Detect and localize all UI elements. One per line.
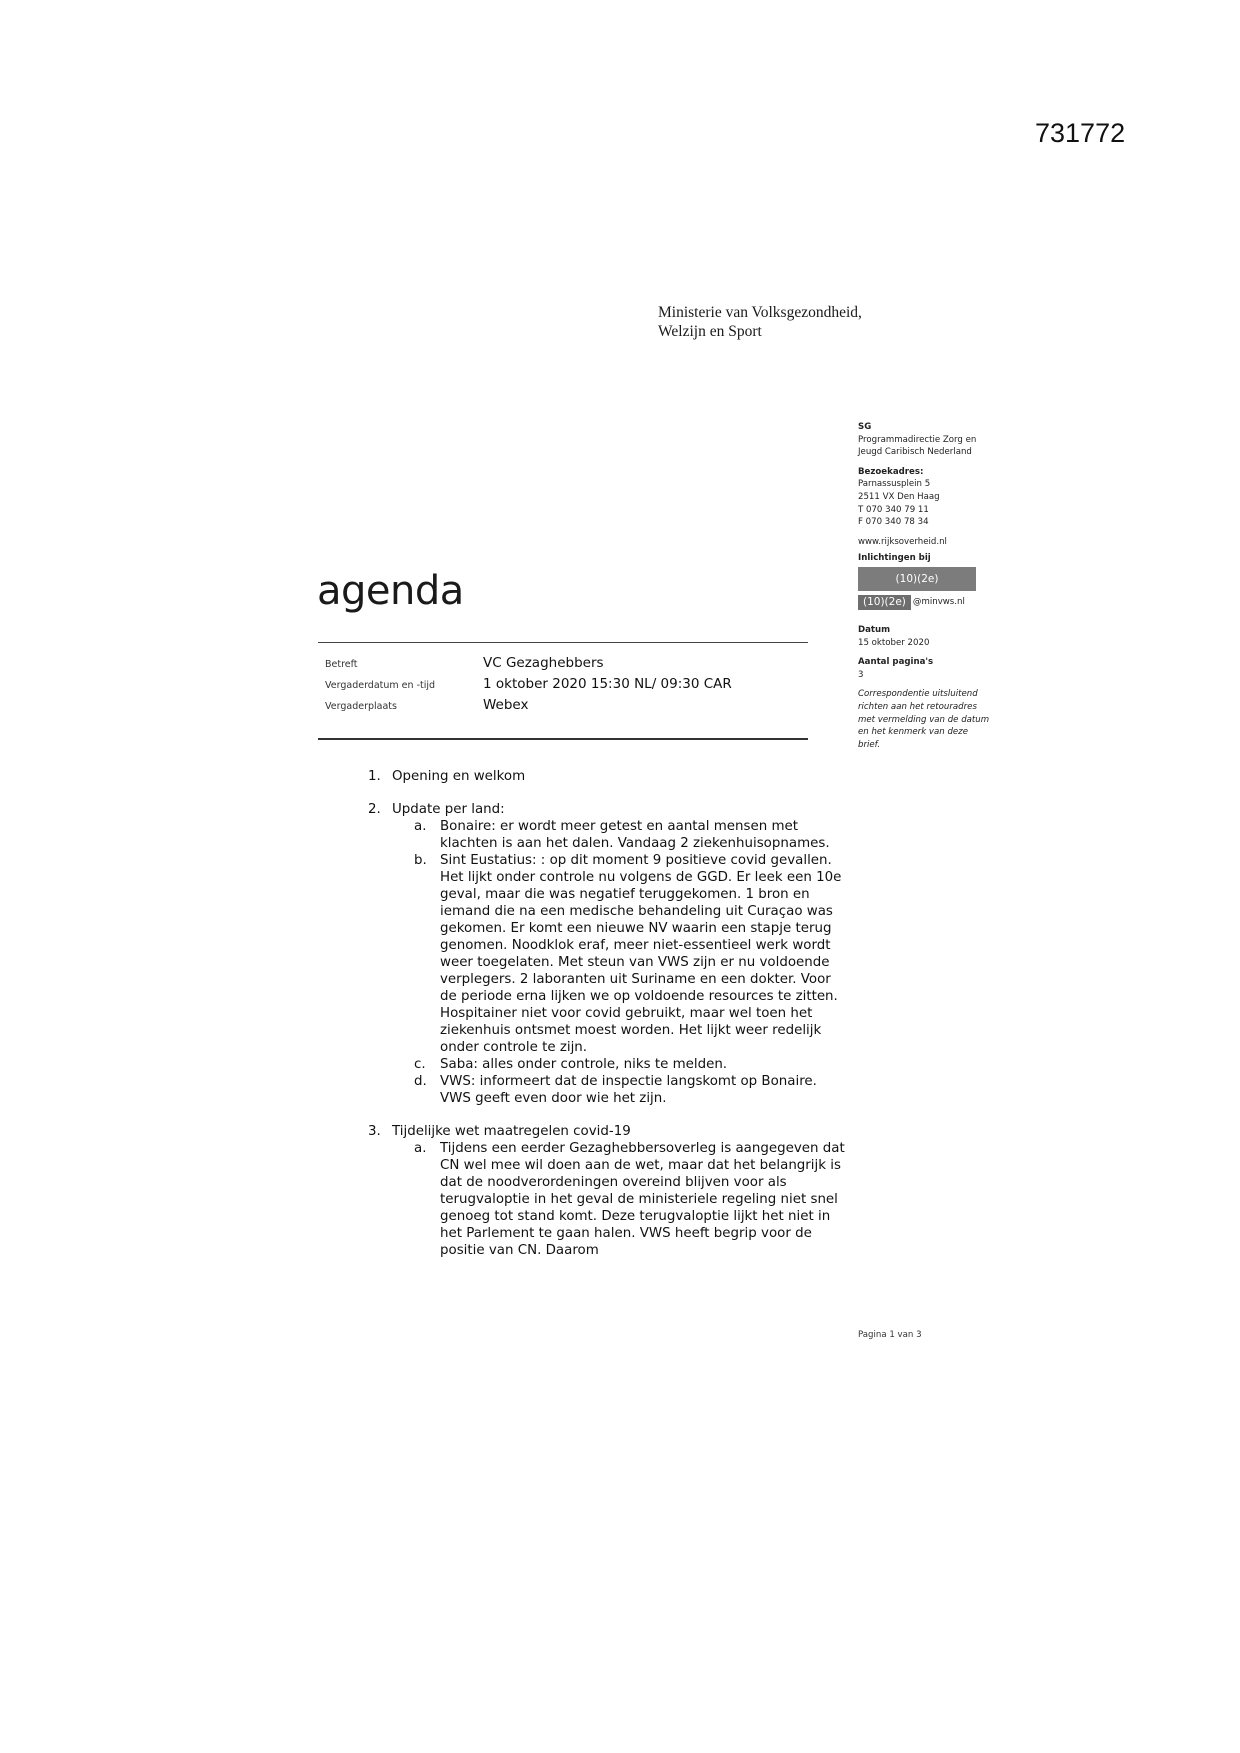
visit-city: 2511 VX Den Haag [858,491,940,502]
sub-letter: a. [414,1141,427,1156]
note-line: met vermelding van de datum [858,714,990,725]
note-line: en het kenmerk van deze [858,727,968,738]
page-number: Pagina 1 van 3 [858,1330,922,1340]
contact-email [858,595,1008,610]
sub-item-vws [414,1073,858,1107]
note-line: brief. [858,739,881,750]
sub-text: Tijdens een eerder Gezaghebbersoverleg is aangegeven dat CN wel mee wil doen aan de wet, maar dat het belangrijk is dat de noodverordeningen overeind blijven voor als terugvaloptie in het geval de ministeriele regeling niet snel genoeg tot stand komt. Deze terugvaloptie lijkt het niet in het Parlement te gaan halen. VWS heeft begrip voor de positie van CN. Daarom [440,1141,845,1258]
meeting-meta [325,655,805,718]
document-title: agenda [317,568,464,614]
sidebar-dept-line-2: Jeugd Caribisch Nederland [858,447,972,458]
item-number: 3. [368,1124,381,1139]
pages-value: 3 [858,669,864,680]
sub-letter: c. [414,1057,426,1072]
item-title: Opening en welkom [392,769,526,784]
meta-value: VC Gezaghebbers [483,655,604,671]
sub-item-temporary-law [414,1140,858,1259]
agenda-body [368,768,858,1259]
redacted-email-user: (10)(2e) [858,595,911,610]
sidebar-dept-line-1: Programmadirectie Zorg en [858,434,977,445]
meta-value: 1 oktober 2020 15:30 NL/ 09:30 CAR [483,676,732,692]
meta-row-location [325,697,805,718]
visit-street: Parnassusplein 5 [858,479,931,490]
sidebar-org: SG [858,422,872,432]
sub-text: VWS: informeert dat de inspectie langskomt op Bonaire. VWS geeft even door wie het zijn. [440,1074,817,1106]
sidebar-colophon [858,421,1008,751]
pages-label: Aantal pagina's [858,657,934,668]
date-label: Datum [858,624,891,635]
sub-letter: d. [414,1074,427,1089]
note-line: Correspondentie uitsluitend [858,689,978,700]
sub-letter: b. [414,853,427,868]
correspondence-note [858,688,1008,751]
item-number: 1. [368,769,381,784]
fax-number: F 070 340 78 34 [858,517,929,528]
note-line: richten aan het retouradres [858,701,977,712]
info-label: Inlichtingen bij [858,553,931,564]
document-number: 731772 [1035,118,1126,148]
meta-key: Betreft [325,659,358,670]
meta-key: Vergaderplaats [325,701,397,712]
sub-text: Bonaire: er wordt meer getest en aantal mensen met klachten is aan het dalen. Vandaag 2 ziekenhuisopnames. [440,819,830,851]
ministry-line-2: Welzijn en Sport [658,323,762,340]
item-number: 2. [368,802,381,817]
date-value: 15 oktober 2020 [858,637,930,648]
item-title: Update per land: [392,802,505,817]
agenda-item-1 [368,768,858,785]
divider-bottom [318,738,808,740]
visit-address-label: Bezoekadres: [858,466,924,477]
item-title: Tijdelijke wet maatregelen covid-19 [392,1124,631,1139]
redacted-contact-name: (10)(2e) [858,567,976,591]
sub-letter: a. [414,819,427,834]
meta-row-subject [325,655,805,676]
email-domain: @minvws.nl [912,597,965,608]
website-link[interactable]: www.rijksoverheid.nl [858,536,947,547]
ministry-logo-text [658,303,862,341]
meta-key: Vergaderdatum en -tijd [325,680,436,691]
sub-text: Saba: alles onder controle, niks te melden. [440,1057,728,1072]
meta-value: Webex [483,697,529,713]
sub-item-saba [414,1056,858,1073]
phone-number: T 070 340 79 11 [858,504,929,515]
agenda-item-3 [368,1123,858,1140]
agenda-item-2 [368,801,858,818]
divider-top [318,642,808,643]
sub-item-sint-eustatius [414,852,858,1056]
sub-item-bonaire [414,818,858,852]
sub-text: Sint Eustatius: : op dit moment 9 positieve covid gevallen. Het lijkt onder controle nu volgens de GGD. Er leek een 10e geval, maar die was negatief teruggekomen. 1 bron en iemand die na een medische behandeling uit Curaçao was gekomen. Er komt een nieuwe NV waarin een stapje terug genomen. Noodklok eraf, meer niet-essentieel werk wordt weer toegelaten. Met steun van VWS zijn er nu voldoende verplegers. 2 laboranten uit Suriname en een dokter. Voor de periode erna lijken we op voldoende resources te zitten. Hospitainer niet voor covid gebruikt, maar wel toen het ziekenhuis ontsmet moest worden. Het lijkt weer redelijk onder controle te zijn. [440,853,842,1055]
ministry-line-1: Ministerie van Volksgezondheid, [658,304,862,321]
meta-row-datetime [325,676,805,697]
